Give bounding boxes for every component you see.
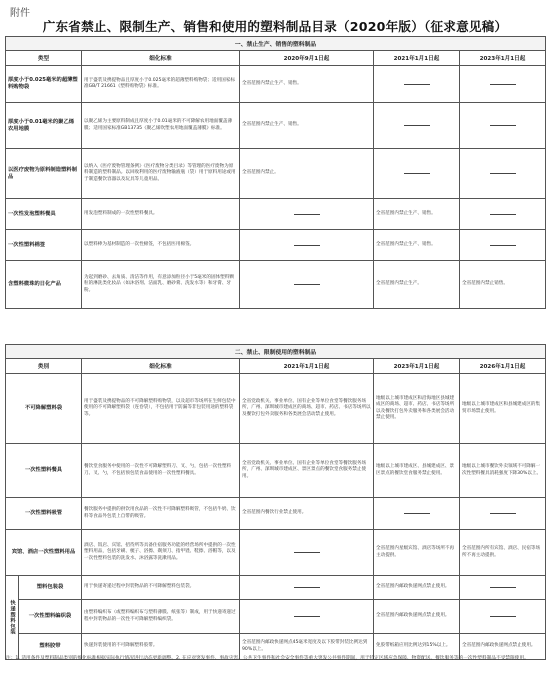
- row-standard: 用于快递寄递过程中封装物品的不可降解塑料包装袋。: [82, 576, 240, 600]
- row-rule-2020: 全省范围内禁止生产、销售。: [240, 103, 374, 149]
- header-type: 类型: [6, 51, 82, 66]
- row-standard: 以纳入《医疗废物管理条例》《医疗废物分类目录》等管理的医疗废物为原料制造的塑料制品。以回收利用的医疗废物输液瓶（袋）用于原料用途或用于制造餐饮容器以及玩具等儿童用品。: [82, 149, 240, 199]
- table-row: [6, 261, 546, 309]
- section-title-part-two: 二、禁止、限制使用的塑料制品: [6, 345, 546, 359]
- row-standard: 用发泡塑料制成的一次性塑料餐具。: [82, 199, 240, 230]
- empty-cell-dash: [460, 498, 546, 530]
- header-date-1: 2021年1月1日起: [240, 359, 374, 374]
- row-rule-2023: 全省范围内邮政快递网点禁止使用。: [374, 576, 460, 600]
- table-row: [6, 498, 546, 530]
- row-standard: 由塑料编织布（或塑料编织布与塑料薄膜、纸张等）制成，用于快递寄递过程中封装物品的一次性不可降解塑料编织袋。: [82, 600, 240, 634]
- table-row: [6, 230, 546, 261]
- header-standard: 细化标准: [82, 51, 240, 66]
- table-row: [6, 103, 546, 149]
- table-row: [6, 530, 546, 576]
- empty-cell-dash: [460, 600, 546, 634]
- row-standard: 为起到磨砂、去角质、清洁等作用，有意添加粒径小于5毫米的固体塑料颗粒的淋洗类化妆品（如沐浴剂、洁面乳、磨砂膏、洗发水等）和牙膏、牙粉。: [82, 261, 240, 309]
- empty-cell-dash: [240, 576, 374, 600]
- attachment-label: 附件: [10, 8, 30, 19]
- row-category: 一次性塑料吸管: [6, 498, 82, 530]
- table-part-two: [5, 344, 546, 660]
- row-rule-2026: 地级以上城市建成区和县城建成区的集贸市场禁止使用。: [460, 374, 546, 444]
- row-category: 一次性发泡塑料餐具: [6, 199, 82, 230]
- empty-cell-dash: [374, 66, 460, 103]
- row-category: 厚度小于0.025毫米的超薄塑料购物袋: [6, 66, 82, 103]
- row-rule-2023: 全省范围内星级宾馆、酒店等场所不再主动提供。: [374, 530, 460, 576]
- header-date-2: 2023年1月1日起: [374, 359, 460, 374]
- footnote: 注：1. 适用条件及塑料制品类别的细化标准根据实际执行情况进行动态更新调整。2. 在应对突发事件、事故灾害、公共卫生事件和社会安全事件等重大突发公共事件期间，用于特定区域应急保障、物资配送、餐饮服务等的一次性塑料制品不受禁限使用。: [6, 656, 529, 661]
- row-rule-2021: 全省党政机关、事业单位、国有企业等单位食堂等餐饮服务场所，广州、深圳城市建成区的商场、超市、药店、书店等场所以及餐饮打包外卖服务和各类展会活动禁止使用。: [240, 374, 374, 444]
- table-row: [6, 576, 546, 600]
- row-standard: 快递封装使用的不可降解塑料胶带。: [82, 634, 240, 660]
- empty-cell-dash: [240, 199, 374, 230]
- row-category: 一次性塑料棉签: [6, 230, 82, 261]
- row-rule-2020: 全省范围内禁止生产、销售。: [240, 66, 374, 103]
- empty-cell-dash: [374, 103, 460, 149]
- empty-cell-dash: [460, 230, 546, 261]
- empty-cell-dash: [240, 600, 374, 634]
- row-standard: 用于盛装及携提物品的不可降解塑料购物袋，以及超市等场所在生鲜包装中使用的不可降解塑料袋（连卷袋），不包括用于防漏等非包装用途的塑料袋等。: [82, 374, 240, 444]
- row-category: 以医疗废物为原料制造塑料制品: [6, 149, 82, 199]
- row-standard: 以聚乙烯为主要原料制成且厚度小于0.01毫米的不可降解农用地面覆盖薄膜；适用国家标准GB13735《聚乙烯吹塑农用地面覆盖薄膜》标准。: [82, 103, 240, 149]
- table-row: [6, 444, 546, 498]
- row-category: 塑料包装袋: [19, 576, 82, 600]
- row-rule-2023: 全省范围内禁止销售。: [460, 261, 546, 309]
- empty-cell-dash: [460, 576, 546, 600]
- row-rule-2021: 全省范围内邮政快递网点45毫米宽度及以下胶带封装比例达到90%以上。: [240, 634, 374, 660]
- table-row: [6, 149, 546, 199]
- row-rule-2021: 全省范围内禁止生产、销售。: [374, 199, 460, 230]
- table-part-one: [5, 36, 546, 309]
- header-date-3: 2026年1月1日起: [460, 359, 546, 374]
- empty-cell-dash: [374, 498, 460, 530]
- row-rule-2026: 全省范围内邮政快递网点禁止使用。: [460, 634, 546, 660]
- row-rule-2020: 全省范围内禁止。: [240, 149, 374, 199]
- row-rule-2023: 免胶带纸箱应用比例达到15%以上。: [374, 634, 460, 660]
- row-rule-2023: 地级以上城市建成区和沿海地区县城建成区的商场、超市、药店、书店等场所以及餐饮打包外卖服务和各类展会活动禁止使用。: [374, 374, 460, 444]
- empty-cell-dash: [240, 230, 374, 261]
- row-rule-2021: 全省党政机关、事业单位、国有企业等单位食堂等餐饮服务场所，广州、深圳城市建成区、景区景点的餐饮堂食服务禁止使用。: [240, 444, 374, 498]
- row-category: 一次性塑料餐具: [6, 444, 82, 498]
- empty-cell-dash: [240, 530, 374, 576]
- row-rule-2023: 全省范围内邮政快递网点禁止使用。: [374, 600, 460, 634]
- row-category: 塑料胶带: [19, 634, 82, 660]
- header-date-1: 2020年9月1日起: [240, 51, 374, 66]
- express-group-label: 快递塑料包装: [6, 576, 19, 660]
- header-standard: 细化标准: [82, 359, 240, 374]
- row-standard: 用于盛装及携提物品且厚度小于0.025毫米的超薄塑料购物袋；适用国家标准GB/T 21661《塑料购物袋》标准。: [82, 66, 240, 103]
- row-category: 厚度小于0.01毫米的聚乙烯农用地膜: [6, 103, 82, 149]
- empty-cell-dash: [240, 261, 374, 309]
- header-date-2: 2021年1月1日起: [374, 51, 460, 66]
- row-rule-2026: 地级以上城市餐饮外卖领域不可降解一次性塑料餐具消耗强度下降30%以上。: [460, 444, 546, 498]
- header-category: 类别: [6, 359, 82, 374]
- table-row: [6, 66, 546, 103]
- row-standard: 餐饮堂食服务中使用的一次性不可降解塑料刀、叉、勺，包括一次性塑料刀、叉、勺，不包括预包装食品使用的一次性塑料餐具。: [82, 444, 240, 498]
- header-date-3: 2023年1月1日起: [460, 51, 546, 66]
- empty-cell-dash: [460, 149, 546, 199]
- row-category: 不可降解塑料袋: [6, 374, 82, 444]
- table-row: [6, 600, 546, 634]
- empty-cell-dash: [460, 199, 546, 230]
- row-category: 宾馆、酒店一次性塑料用品: [6, 530, 82, 576]
- section-title-part-one: 一、禁止生产、销售的塑料制品: [6, 37, 546, 51]
- row-rule-2021: 全省范围内餐饮行业禁止使用。: [240, 498, 374, 530]
- row-rule-2026: 全省范围内所有宾馆、酒店、民宿等场所不再主动提供。: [460, 530, 546, 576]
- table-row: [6, 199, 546, 230]
- row-standard: 酒店、饭店、宾馆、招待所等具备住宿服务功能的经营场所中提供的一次性塑料用品，包括牙刷、梳子、浴擦、剃须刀、指甲锉、鞋擦、浴帽等，以及一次性塑料包装的洗发水、沐浴露等洗漱用品。: [82, 530, 240, 576]
- row-standard: 餐饮服务中提供的供饮用食品的一次性不可降解塑料吸管，不包括牛奶、饮料等食品外包装上自带的吸管。: [82, 498, 240, 530]
- row-rule-2021: 全省范围内禁止生产。: [374, 261, 460, 309]
- row-standard: 以塑料棒为基材制造的一次性棉签，不包括医用棉签。: [82, 230, 240, 261]
- document-title: 广东省禁止、限制生产、销售和使用的塑料制品目录（2020年版）（征求意见稿）: [42, 19, 508, 34]
- empty-cell-dash: [374, 149, 460, 199]
- row-rule-2021: 全省范围内禁止生产、销售。: [374, 230, 460, 261]
- table-row: [6, 374, 546, 444]
- empty-cell-dash: [460, 66, 546, 103]
- row-rule-2023: 地级以上城市建成区、县城建成区、景区景点的餐饮堂食服务禁止使用。: [374, 444, 460, 498]
- row-category: 含塑料微珠的日化产品: [6, 261, 82, 309]
- empty-cell-dash: [460, 103, 546, 149]
- row-category: 一次性塑料编织袋: [19, 600, 82, 634]
